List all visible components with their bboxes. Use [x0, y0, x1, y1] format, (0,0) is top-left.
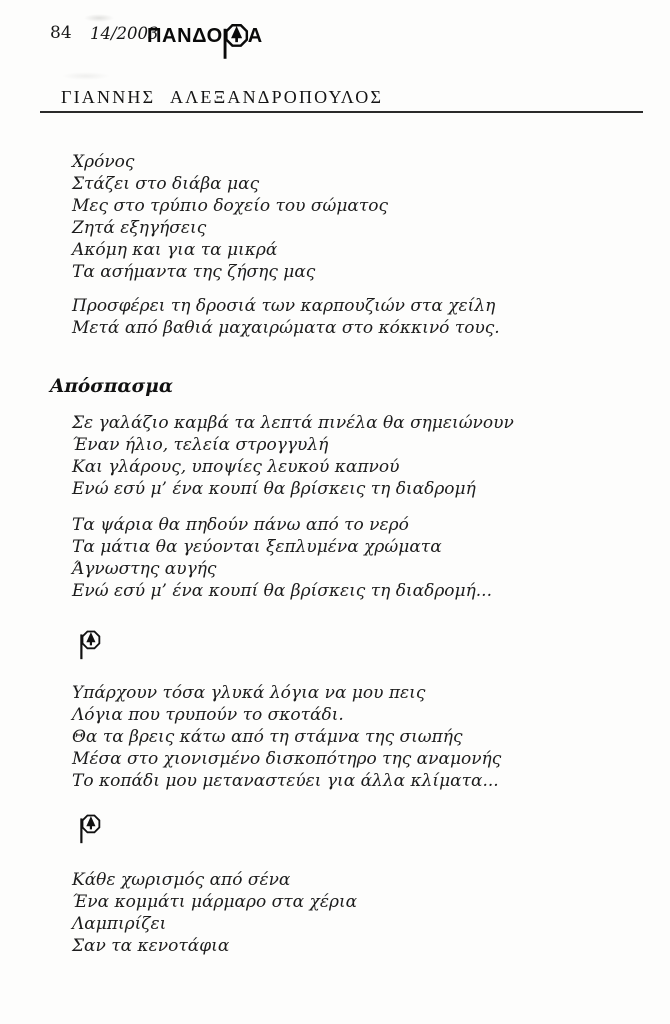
poem-line: Ενώ εσύ μ’ ένα κουπί θα βρίσκεις τη διαδρομή... [72, 581, 492, 601]
stanza [50, 869, 610, 957]
poem-line: Κάθε χωρισμός από σένα [72, 870, 291, 890]
poem-line: Τα ασήμαντα της ζήσης μας [72, 262, 316, 282]
poem-line: Λαμπιρίζει [72, 914, 167, 934]
page-number: 84 [50, 23, 72, 43]
poem-line: Έναν ήλιο, τελεία στρογγυλή [72, 435, 329, 455]
author-heading: ΓΙΑΝΝΗΣ ΑΛΕΞΑΝΔΡΟΠΟΥΛΟΣ [61, 87, 384, 107]
stanza [50, 295, 610, 339]
poem-line: Άγνωστης αυγής [72, 559, 217, 579]
poem-line: Υπάρχουν τόσα γλυκά λόγια να μου πεις [72, 683, 426, 703]
scan-smudge [84, 14, 114, 22]
ornament-separator [50, 812, 610, 845]
pandora-tree-icon [221, 21, 250, 61]
poem-title: Απόσπασμα [50, 376, 174, 397]
stanza [50, 682, 610, 792]
ornament-separator [50, 628, 610, 661]
poem-line: Θα τα βρεις κάτω από τη στάμνα της σιωπής [72, 727, 463, 747]
stanza [50, 412, 610, 500]
poem-line: Ενώ εσύ μ’ ένα κουπί θα βρίσκεις τη διαδρομή [72, 479, 476, 499]
poem-line: Τα μάτια θα γεύονται ξεπλυμένα χρώματα [72, 537, 442, 557]
poem-line: Και γλάρους, υποψίες λευκού καπνού [72, 457, 400, 477]
poem-line: Μες στο τρύπιο δοχείο του σώματος [72, 196, 389, 216]
magazine-name-prefix: ΠΑΝΔΟ [147, 25, 223, 47]
pandora-tree-icon [78, 812, 102, 845]
issue-number: 14/2003 [90, 24, 159, 43]
poem-line: Σαν τα κενοτάφια [72, 936, 230, 956]
poem-line: Χρόνος [72, 152, 135, 172]
poem-line: Σε γαλάζιο καμβά τα λεπτά πινέλα θα σημειώνουν [72, 413, 514, 433]
poem-line: Λόγια που τρυπούν το σκοτάδι. [72, 705, 344, 725]
poem-line: Μετά από βαθιά μαχαιρώματα στο κόκκινό τους. [72, 318, 500, 338]
magazine-logo [147, 21, 263, 61]
stanza [50, 151, 610, 283]
scan-smudge [62, 72, 110, 80]
poem-line: Ζητά εξηγήσεις [72, 218, 207, 238]
pandora-tree-icon [78, 628, 102, 661]
poem-line: Τα ψάρια θα πηδούν πάνω από το νερό [72, 515, 409, 535]
heading-rule [40, 111, 643, 113]
stanza [50, 514, 610, 602]
magazine-name-suffix: Α [247, 25, 263, 47]
poem-line: Ακόμη και για τα μικρά [72, 240, 278, 260]
poem-line: Προσφέρει τη δροσιά των καρπουζιών στα χείλη [72, 296, 496, 316]
poem-line: Μέσα στο χιονισμένο δισκοπότηρο της αναμονής [72, 749, 502, 769]
poem-line: Το κοπάδι μου μεταναστεύει για άλλα κλίματα... [72, 771, 499, 791]
poem-line: Στάζει στο διάβα μας [72, 174, 260, 194]
poem-column [50, 146, 610, 957]
poem-line: Ένα κομμάτι μάρμαρο στα χέρια [72, 892, 358, 912]
